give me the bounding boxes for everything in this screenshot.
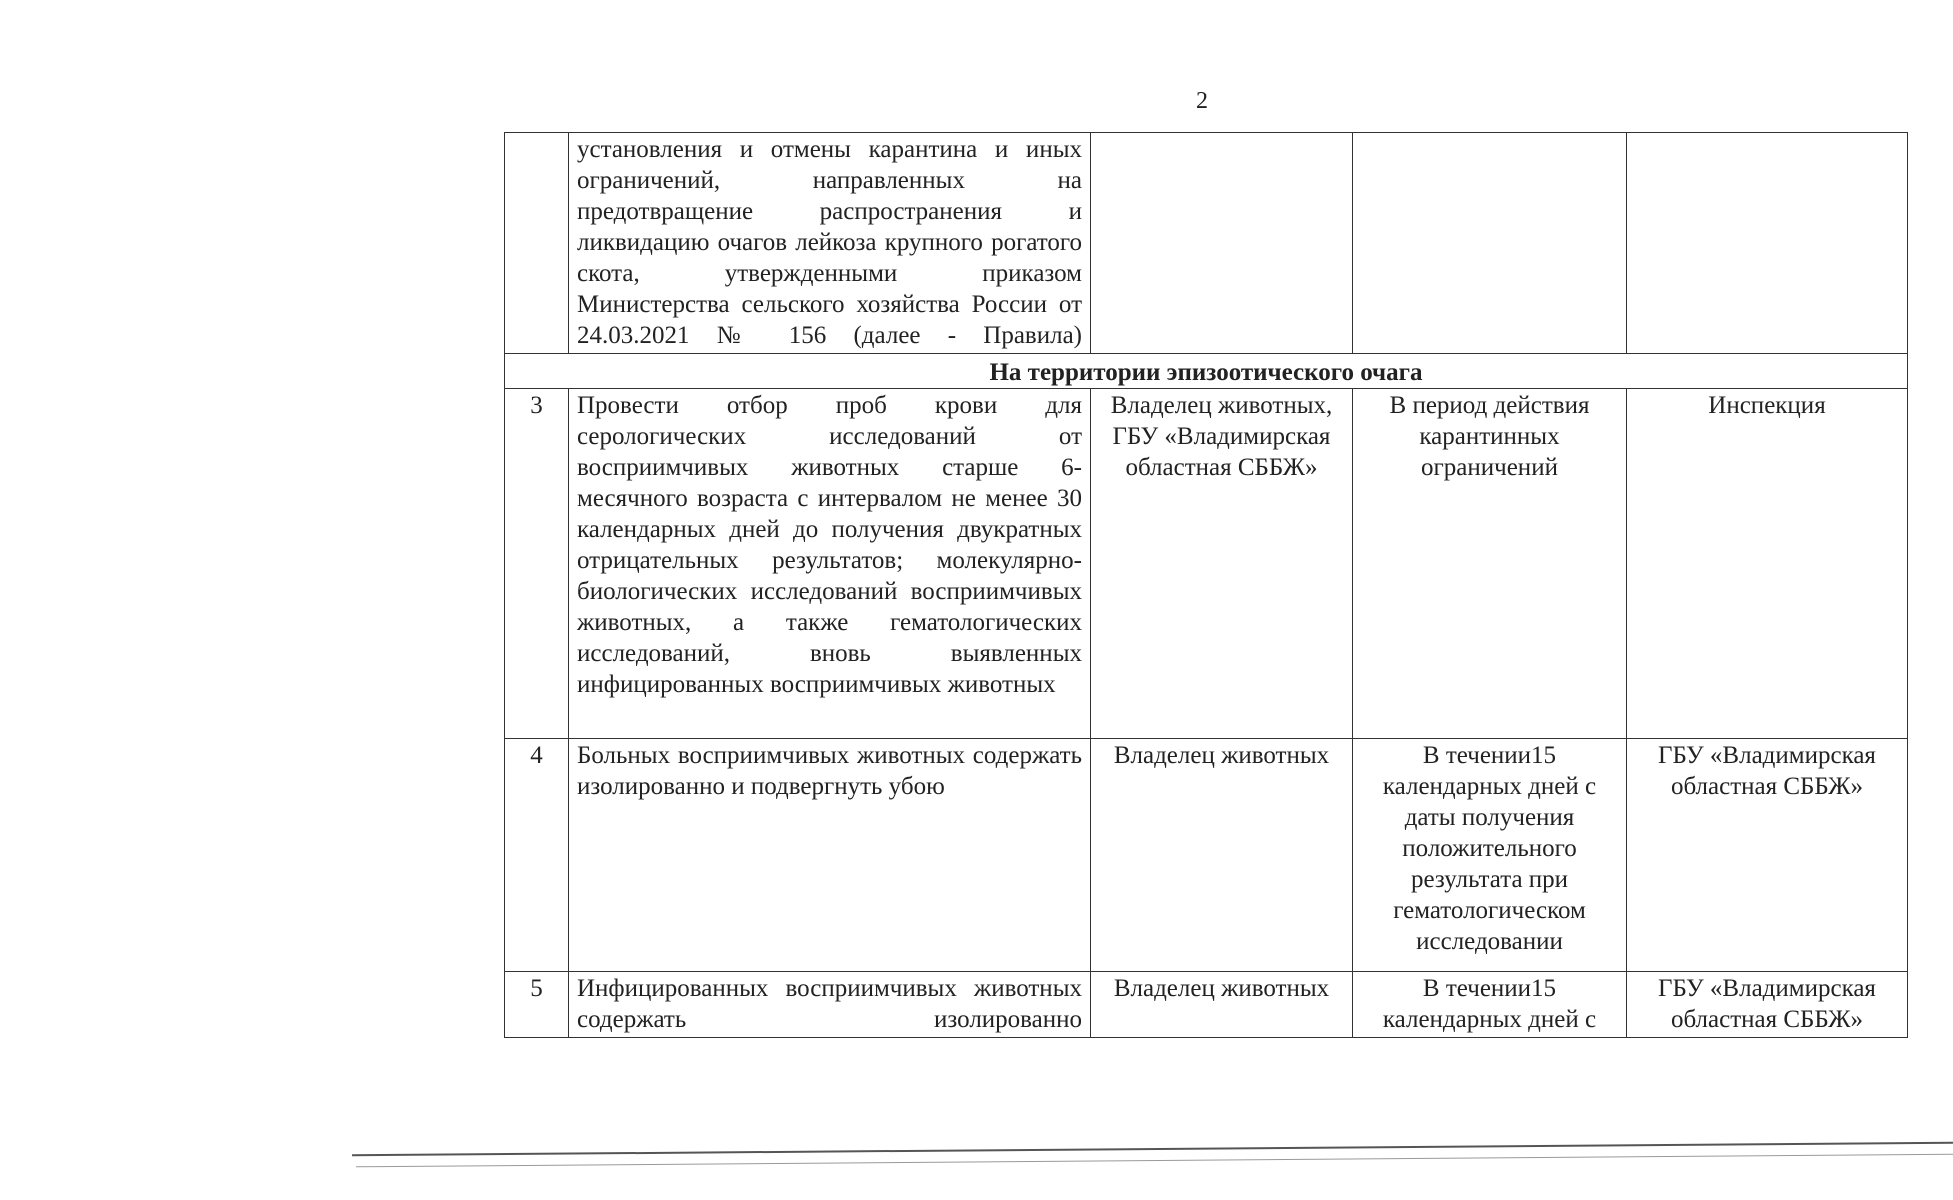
- measure-cell: Больных восприимчивых животных содержать изолированно и подвергнуть убою: [569, 739, 1091, 972]
- deadline-cell: В течении15 календарных дней с даты получения положительного результата при гематологическом исследовании: [1353, 739, 1627, 972]
- section-row: [505, 354, 1908, 389]
- row-number: 5: [505, 972, 569, 1038]
- row-number: [505, 133, 569, 354]
- measure-cell: Инфицированных восприимчивых животных содержать изолированно: [569, 972, 1091, 1038]
- responsible-cell: Владелец животных, ГБУ «Владимирская областная СББЖ»: [1091, 389, 1353, 739]
- table-row: [505, 972, 1908, 1038]
- deadline-cell: [1353, 133, 1627, 354]
- control-cell: ГБУ «Владимирская областная СББЖ»: [1627, 739, 1908, 972]
- control-cell: Инспекция: [1627, 389, 1908, 739]
- table-row: [505, 739, 1908, 972]
- measure-cell: установления и отмены карантина и иных ограничений, направленных на предотвращение распространения и ликвидацию очагов лейкоза крупного рогатого скота, утвержденными приказом Министерства сельского хозяйства России от 24.03.2021 № 156 (далее - Правила): [569, 133, 1091, 354]
- section-title: На территории эпизоотического очага: [505, 354, 1908, 389]
- responsible-cell: Владелец животных: [1091, 972, 1353, 1038]
- measures-table: [504, 132, 1908, 1038]
- row-number: 4: [505, 739, 569, 972]
- responsible-cell: [1091, 133, 1353, 354]
- page-number: 2: [1196, 88, 1208, 114]
- deadline-cell: В течении15 календарных дней с: [1353, 972, 1627, 1038]
- scan-edge-line: [352, 1142, 1953, 1157]
- scan-edge-line: [356, 1154, 1953, 1168]
- row-number: 3: [505, 389, 569, 739]
- measure-cell: Провести отбор проб крови для серологических исследований от восприимчивых животных старше 6-месячного возраста с интервалом не менее 30 календарных дней до получения двукратных отрицательных результатов; молекулярно-биологических исследований восприимчивых животных, а также гематологических исследований, вновь выявленных инфицированных восприимчивых животных: [569, 389, 1091, 739]
- control-cell: ГБУ «Владимирская областная СББЖ»: [1627, 972, 1908, 1038]
- responsible-cell: Владелец животных: [1091, 739, 1353, 972]
- deadline-cell: В период действия карантинных ограничений: [1353, 389, 1627, 739]
- table-row: [505, 133, 1908, 354]
- table-row: [505, 389, 1908, 739]
- control-cell: [1627, 133, 1908, 354]
